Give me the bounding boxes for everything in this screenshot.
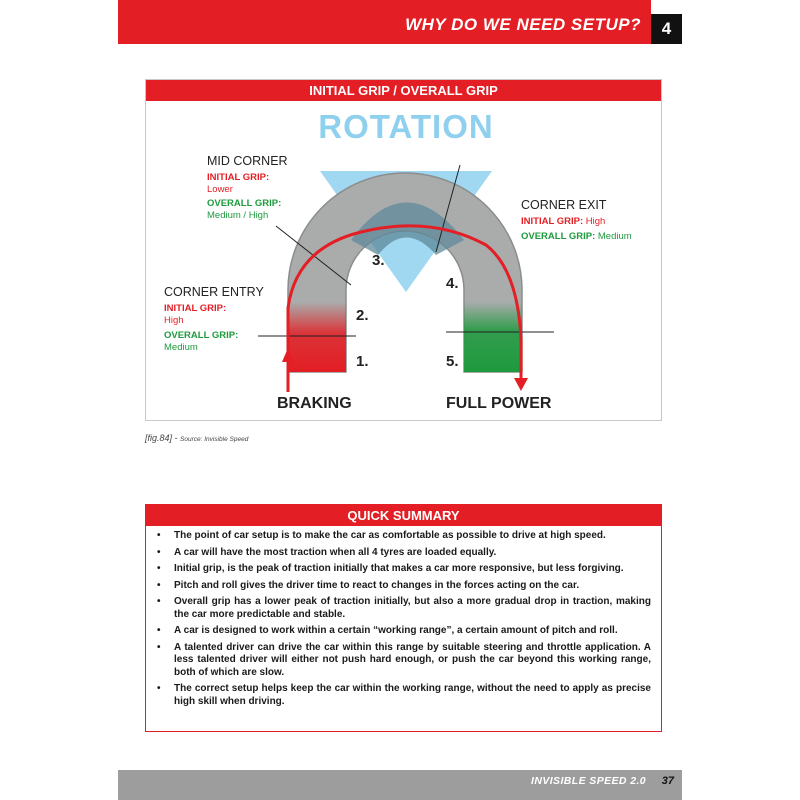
bullet-icon: • bbox=[157, 546, 161, 558]
corner-entry-overall-value: Medium bbox=[164, 342, 198, 353]
quick-summary-title: QUICK SUMMARY bbox=[146, 505, 661, 526]
bullet-icon: • bbox=[157, 641, 161, 653]
summary-item bbox=[157, 563, 651, 576]
summary-item bbox=[157, 683, 651, 708]
summary-item bbox=[157, 625, 651, 638]
mid-corner-overall-value: Medium / High bbox=[207, 210, 269, 221]
mid-corner-initial-value: Lower bbox=[207, 184, 233, 195]
page-number: 37 bbox=[661, 775, 674, 787]
summary-item-text: Overall grip has a lower peak of traction initially, but also a more gradual drop in traction, making the car more predictable and stable. bbox=[174, 596, 651, 620]
figure-frame bbox=[145, 79, 662, 421]
chapter-number: 4 bbox=[651, 14, 682, 44]
corner-exit-initial bbox=[521, 216, 605, 227]
figure-title: INITIAL GRIP / OVERALL GRIP bbox=[146, 80, 661, 101]
phase-5-label: 5. bbox=[446, 353, 459, 370]
footer-bar bbox=[118, 770, 682, 800]
exit-grip-zone bbox=[464, 302, 522, 372]
figure-number: [fig.84] - bbox=[145, 433, 181, 443]
racing-line-end-arrow bbox=[514, 378, 528, 391]
phase-3-label: 3. bbox=[372, 252, 385, 269]
quick-summary-box bbox=[145, 504, 662, 732]
corner-entry-overall-label: OVERALL GRIP: bbox=[164, 330, 239, 341]
summary-item bbox=[157, 596, 651, 621]
bullet-icon: • bbox=[157, 683, 161, 694]
corner-exit-overall bbox=[521, 231, 632, 242]
phase-4-label: 4. bbox=[446, 275, 459, 292]
summary-item bbox=[157, 642, 651, 680]
summary-item-text: The correct setup helps keep the car within the working range, without the need to apply as precise high skill when driving. bbox=[174, 683, 651, 707]
rotation-label: ROTATION bbox=[318, 108, 494, 145]
bullet-icon: • bbox=[157, 579, 161, 591]
braking-label: BRAKING bbox=[277, 395, 352, 412]
summary-item-text: A talented driver can drive the car within this range by suitable steering and throttle application. A less talented driver will either not push hard enough, or push the car beyond this working range, both of which are slow. bbox=[174, 641, 651, 678]
bullet-icon: • bbox=[157, 625, 161, 636]
grip-diagram bbox=[146, 80, 663, 422]
summary-item-text: Initial grip, is the peak of traction initially that makes a car more responsive, but less forgiving. bbox=[174, 563, 624, 574]
phase-1-label: 1. bbox=[356, 353, 369, 370]
mid-corner-overall-label: OVERALL GRIP: bbox=[207, 198, 282, 209]
quick-summary-list bbox=[157, 530, 651, 712]
bullet-icon: • bbox=[157, 563, 161, 574]
mid-corner-initial-label: INITIAL GRIP: bbox=[207, 172, 270, 183]
corner-exit-initial-label: INITIAL GRIP: bbox=[521, 216, 584, 227]
summary-item-text: A car is designed to work within a certain “working range”, a certain amount of pitch and roll. bbox=[174, 625, 618, 636]
bullet-icon: • bbox=[157, 530, 161, 541]
summary-item-text: A car will have the most traction when all 4 tyres are loaded equally. bbox=[174, 546, 497, 558]
summary-item bbox=[157, 530, 651, 543]
corner-exit-initial-value: High bbox=[585, 216, 606, 227]
summary-item-text: The point of car setup is to make the car as comfortable as possible to drive at high speed. bbox=[174, 530, 606, 541]
phase-2-label: 2. bbox=[356, 307, 369, 324]
figure-source: Source: Invisible Speed bbox=[180, 436, 249, 443]
corner-entry-initial-label: INITIAL GRIP: bbox=[164, 303, 227, 314]
summary-item bbox=[157, 580, 651, 593]
chapter-title: WHY DO WE NEED SETUP? bbox=[405, 15, 641, 34]
full-power-label: FULL POWER bbox=[446, 395, 552, 412]
corner-exit-heading: CORNER EXIT bbox=[521, 198, 607, 212]
corner-entry-initial-value: High bbox=[164, 315, 184, 326]
bullet-icon: • bbox=[157, 596, 161, 607]
summary-item bbox=[157, 547, 651, 560]
mid-corner-heading: MID CORNER bbox=[207, 154, 288, 168]
book-title: INVISIBLE SPEED 2.0 bbox=[531, 775, 646, 787]
figure-caption bbox=[145, 433, 248, 443]
corner-exit-overall-value: Medium bbox=[597, 231, 632, 242]
chapter-header-bar bbox=[118, 0, 651, 44]
corner-exit-overall-label: OVERALL GRIP: bbox=[521, 231, 596, 242]
summary-item-text: Pitch and roll gives the driver time to react to changes in the forces acting on the car. bbox=[174, 579, 580, 591]
corner-entry-heading: CORNER ENTRY bbox=[164, 285, 264, 299]
entry-grip-zone bbox=[288, 302, 346, 372]
